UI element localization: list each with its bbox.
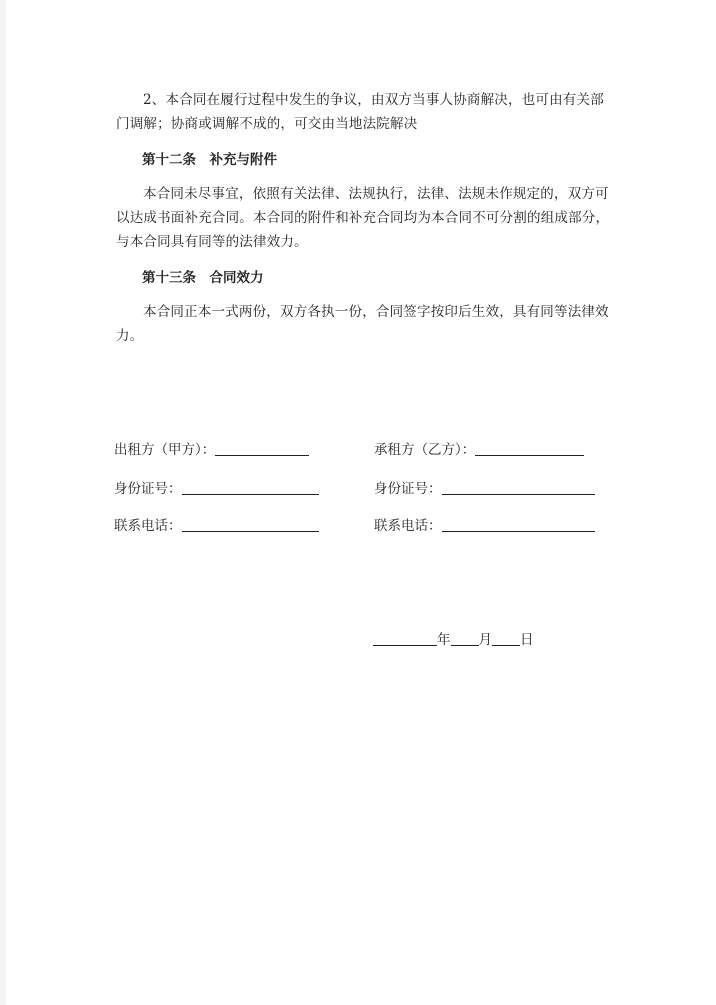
- clause-11-item-2: 2、本合同在履行过程中发生的争议，由双方当事人协商解决，也可由有关部门调解；协商或调解不成的，可交由当地法院解决: [116, 92, 604, 132]
- date-line: [373, 630, 534, 650]
- party-b-phone-row: [374, 516, 595, 536]
- party-a-signature-row: [114, 440, 309, 460]
- party-b-blank: [475, 441, 584, 456]
- year-blank: [373, 631, 437, 646]
- party-a-id-blank: [182, 480, 319, 495]
- party-a-phone-label: 联系电话：: [114, 518, 182, 534]
- party-b-phone-label: 联系电话：: [374, 518, 442, 534]
- clause-12-heading: 第十二条 补充与附件: [142, 152, 277, 168]
- party-a-id-label: 身份证号：: [114, 481, 182, 497]
- year-label: 年: [437, 632, 451, 648]
- clause-12-body: 本合同未尽事宜，依照有关法律、法规执行，法律、法规未作规定的，双方可以达成书面补充合同。本合同的附件和补充合同均为本合同不可分割的组成部分，与本合同具有同等的法律效力。: [116, 186, 610, 250]
- month-label: 月: [478, 632, 492, 648]
- party-b-id-row: [374, 479, 595, 499]
- party-a-id-row: [114, 479, 319, 499]
- party-b-id-label: 身份证号：: [374, 481, 442, 497]
- party-b-signature-row: [374, 440, 584, 460]
- party-b-label: 承租方（乙方）：: [374, 442, 476, 458]
- party-b-id-blank: [442, 480, 595, 495]
- clause-13-heading: 第十三条 合同效力: [142, 270, 264, 286]
- day-blank: [492, 631, 520, 646]
- party-a-phone-blank: [182, 517, 319, 532]
- party-a-phone-row: [114, 516, 319, 536]
- clause-13-body: 本合同正本一式两份，双方各执一份，合同签字按印后生效，具有同等法律效力。: [116, 304, 609, 344]
- party-b-phone-blank: [442, 517, 595, 532]
- month-blank: [451, 631, 479, 646]
- day-label: 日: [520, 632, 534, 648]
- party-a-blank: [215, 441, 309, 456]
- document-page: [6, 0, 716, 1005]
- party-a-label: 出租方（甲方）：: [114, 442, 216, 458]
